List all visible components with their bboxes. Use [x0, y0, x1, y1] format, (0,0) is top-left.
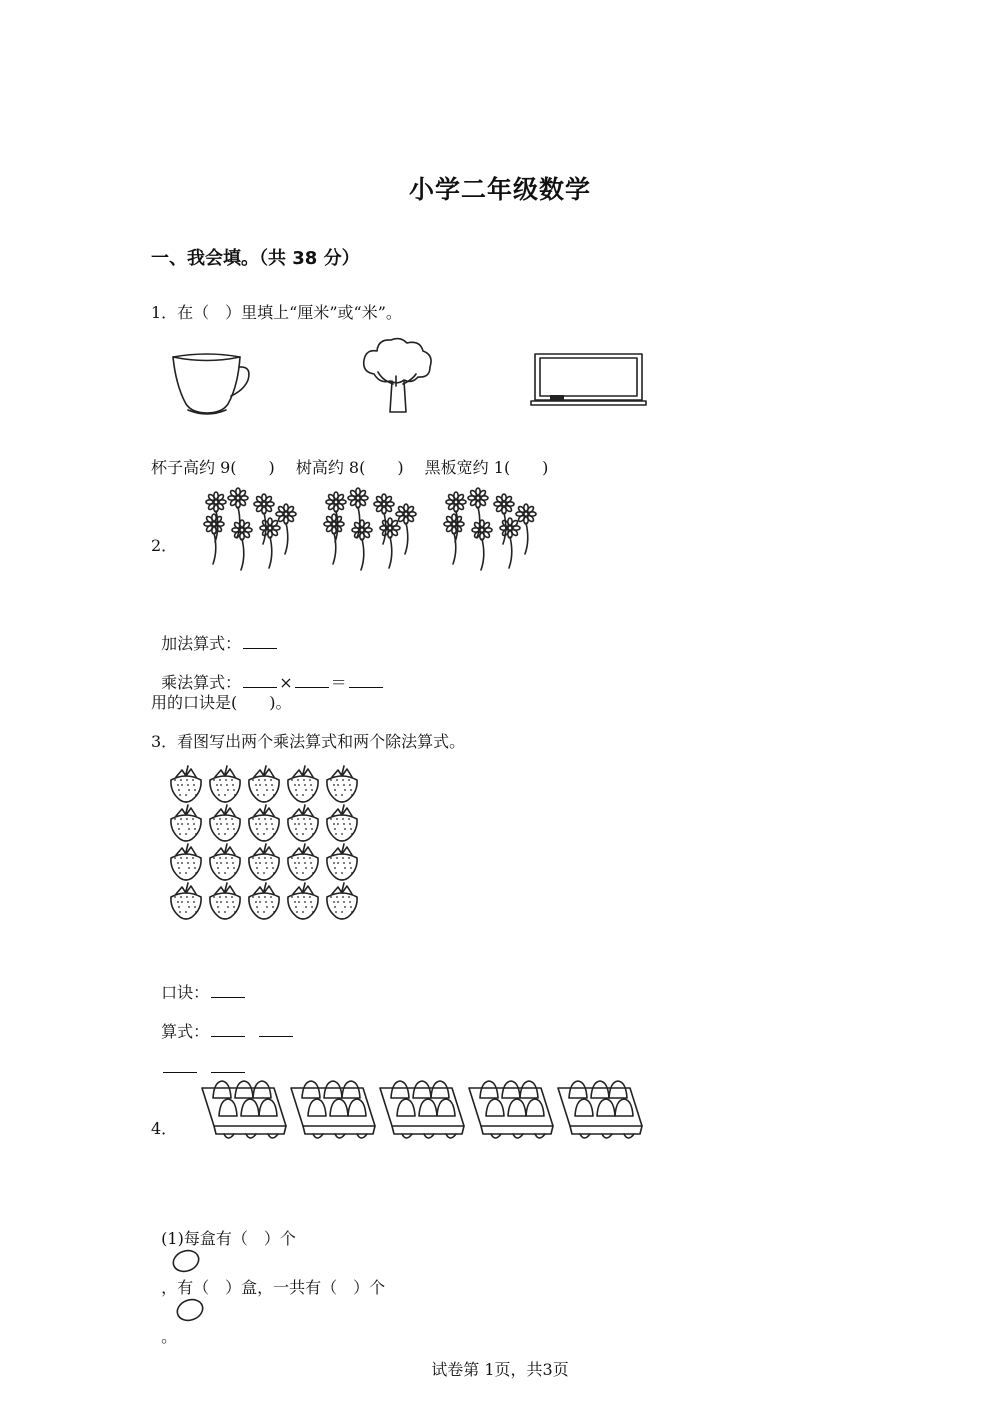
product-blank[interactable] — [349, 673, 383, 688]
strawberry-icon — [171, 883, 201, 919]
egg-in-box — [253, 1081, 271, 1098]
strawberry-icon — [249, 883, 279, 919]
strawberry-icon — [171, 766, 201, 802]
egg-in-box — [526, 1099, 544, 1116]
factor2-blank[interactable] — [295, 673, 329, 688]
flower-icon — [204, 514, 224, 564]
egg-in-box — [348, 1099, 366, 1116]
egg-in-box — [575, 1099, 593, 1116]
egg-in-box — [330, 1099, 348, 1116]
strawberry-icon — [288, 883, 318, 919]
strawberry-icon — [249, 805, 279, 841]
egg-box-icon — [291, 1081, 375, 1138]
strawberry-icon — [327, 844, 357, 880]
strawberry-icon — [210, 766, 240, 802]
egg-box-icon — [202, 1081, 286, 1138]
page-footer: 试卷第 1页，共3页 — [431, 1360, 569, 1379]
cup-icon — [170, 352, 254, 418]
egg-boxes — [198, 1076, 648, 1146]
tree-icon — [360, 336, 436, 414]
flower-groups — [198, 488, 558, 572]
formula-blank-2[interactable] — [259, 1022, 293, 1037]
formula-label: 算式： — [161, 1022, 210, 1041]
egg-in-box — [615, 1099, 633, 1116]
strawberry-icon — [327, 883, 357, 919]
strawberry-icon — [210, 844, 240, 880]
strawberry-icon — [249, 844, 279, 880]
strawberry-icon — [288, 805, 318, 841]
q3-formulas — [151, 1000, 295, 1042]
strawberry-icon — [288, 766, 318, 802]
flower-icon — [472, 520, 492, 570]
egg-in-box — [342, 1081, 360, 1098]
egg-in-box — [235, 1081, 253, 1098]
egg-in-box — [219, 1099, 237, 1116]
strawberry-icon — [210, 805, 240, 841]
egg-icon — [171, 1249, 201, 1275]
egg-icon — [175, 1298, 205, 1324]
flower-icon — [444, 514, 464, 564]
q2-rhyme: 用的口诀是( )。 — [151, 693, 292, 712]
egg-in-box — [480, 1081, 498, 1098]
egg-in-box — [308, 1099, 326, 1116]
q3-rhyme — [151, 961, 247, 1003]
sub1-part-b: ，有（ ）盒，一共有（ ）个 — [161, 1278, 386, 1297]
rhyme-label: 口诀： — [161, 983, 210, 1002]
strawberry-icon — [249, 766, 279, 802]
egg-in-box — [419, 1099, 437, 1116]
flower-group — [324, 488, 416, 570]
page-title: 小学二年级数学 — [408, 175, 591, 204]
q2-addition — [151, 612, 279, 654]
strawberry-icon — [171, 805, 201, 841]
egg-in-box — [397, 1099, 415, 1116]
flower-icon — [232, 520, 252, 570]
equals-sign: ＝ — [330, 673, 347, 692]
addition-label: 加法算式： — [161, 634, 242, 653]
q1-prompt: 1．在（ ）里填上“厘米”或“米”。 — [151, 303, 402, 322]
strawberry-icon — [171, 844, 201, 880]
q4-sub1 — [151, 1207, 385, 1347]
sub1-part-c: 。 — [161, 1327, 178, 1346]
egg-in-box — [569, 1081, 587, 1098]
q4-number: 4． — [151, 1119, 178, 1138]
egg-in-box — [502, 1081, 520, 1098]
egg-box-icon — [558, 1081, 642, 1138]
multiplication-label: 乘法算式： — [161, 673, 242, 692]
sub1-part-a: (1)每盒有（ ）个 — [161, 1229, 296, 1248]
egg-box-icon — [380, 1081, 464, 1138]
formula-blank-3[interactable] — [163, 1058, 197, 1073]
egg-in-box — [597, 1099, 615, 1116]
strawberry-icon — [288, 844, 318, 880]
egg-in-box — [324, 1081, 342, 1098]
egg-in-box — [486, 1099, 504, 1116]
strawberry-icon — [327, 766, 357, 802]
egg-in-box — [413, 1081, 431, 1098]
q3-prompt: 3．看图写出两个乘法算式和两个除法算式。 — [151, 732, 466, 751]
egg-in-box — [302, 1081, 320, 1098]
egg-in-box — [213, 1081, 231, 1098]
strawberry-grid — [166, 764, 366, 928]
section-heading: 一、我会填。（共 38 分） — [151, 248, 360, 269]
q2-number: 2． — [151, 536, 178, 555]
flower-group — [204, 488, 296, 570]
egg-in-box — [431, 1081, 449, 1098]
egg-in-box — [520, 1081, 538, 1098]
q3-formulas-row2 — [151, 1039, 247, 1077]
strawberry-icon — [210, 883, 240, 919]
egg-in-box — [391, 1081, 409, 1098]
egg-in-box — [259, 1099, 277, 1116]
factor1-blank[interactable] — [243, 673, 277, 688]
flower-icon — [352, 520, 372, 570]
egg-in-box — [609, 1081, 627, 1098]
formula-blank-1[interactable] — [211, 1022, 245, 1037]
rhyme-blank[interactable] — [211, 983, 245, 998]
egg-in-box — [241, 1099, 259, 1116]
formula-blank-4[interactable] — [211, 1058, 245, 1073]
flower-icon — [324, 514, 344, 564]
blackboard-icon — [530, 352, 648, 408]
flower-group — [444, 488, 536, 570]
q2-multiplication — [151, 651, 385, 693]
addition-blank[interactable] — [243, 634, 277, 649]
times-sign: × — [279, 673, 293, 692]
egg-box-icon — [469, 1081, 553, 1138]
egg-in-box — [437, 1099, 455, 1116]
strawberry-icon — [327, 805, 357, 841]
egg-in-box — [591, 1081, 609, 1098]
egg-in-box — [508, 1099, 526, 1116]
q1-answers: 杯子高约 9( ) 树高约 8( ) 黑板宽约 1( ) — [151, 458, 549, 477]
